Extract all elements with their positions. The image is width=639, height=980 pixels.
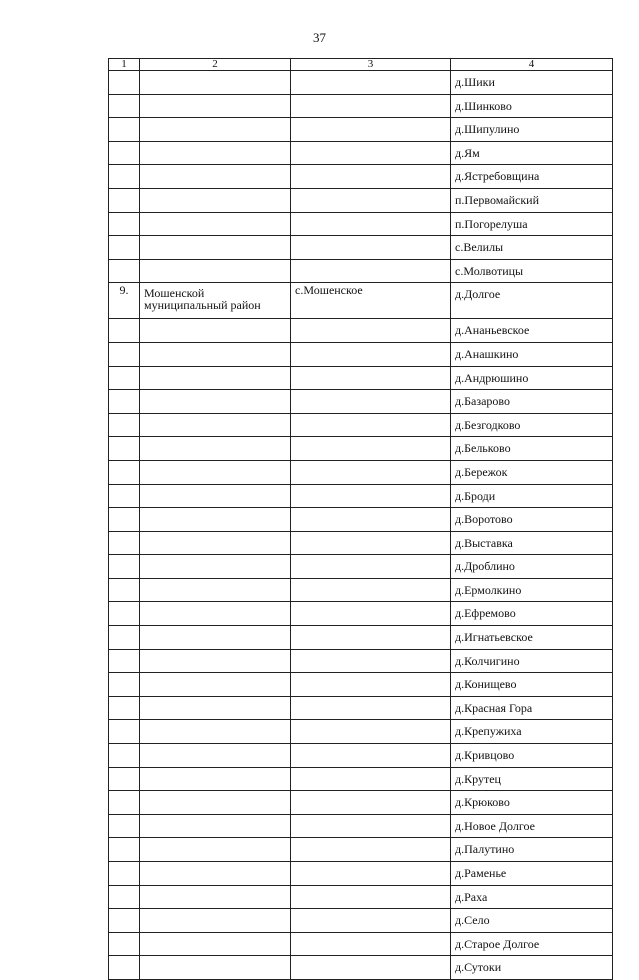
district-cell — [140, 413, 291, 437]
row-number-cell — [109, 909, 140, 933]
settlement-cell: п.Первомайский — [451, 188, 613, 212]
district-cell — [140, 814, 291, 838]
center-cell — [291, 626, 451, 650]
settlement-cell: п.Погорелуша — [451, 212, 613, 236]
district-cell — [140, 602, 291, 626]
district-cell — [140, 212, 291, 236]
center-cell — [291, 484, 451, 508]
settlement-cell: д.Шипулино — [451, 118, 613, 142]
center-cell — [291, 696, 451, 720]
table-row — [109, 71, 613, 95]
table-row — [109, 437, 613, 461]
district-cell — [140, 578, 291, 602]
district-cell — [140, 885, 291, 909]
center-cell — [291, 319, 451, 343]
settlement-cell: д.Бережок — [451, 460, 613, 484]
row-number-cell — [109, 791, 140, 815]
settlement-cell: д.Крутец — [451, 767, 613, 791]
row-number-cell — [109, 508, 140, 532]
row-number-cell — [109, 118, 140, 142]
table-row — [109, 413, 613, 437]
settlement-cell: д.Воротово — [451, 508, 613, 532]
district-cell — [140, 673, 291, 697]
row-number-cell — [109, 531, 140, 555]
settlement-cell: д.Раха — [451, 885, 613, 909]
row-number-cell — [109, 71, 140, 95]
table-row — [109, 673, 613, 697]
table-row — [109, 212, 613, 236]
district-cell — [140, 366, 291, 390]
center-cell — [291, 437, 451, 461]
row-number-cell — [109, 390, 140, 414]
district-cell — [140, 649, 291, 673]
row-number-cell — [109, 165, 140, 189]
table-row — [109, 94, 613, 118]
district-cell — [140, 862, 291, 886]
table-row — [109, 531, 613, 555]
center-cell: с.Мошенское — [291, 283, 451, 319]
settlement-cell: д.Андрюшино — [451, 366, 613, 390]
center-cell — [291, 909, 451, 933]
row-number-cell — [109, 649, 140, 673]
center-cell — [291, 366, 451, 390]
center-cell — [291, 165, 451, 189]
settlement-cell: д.Безгодково — [451, 413, 613, 437]
settlement-cell: д.Бельково — [451, 437, 613, 461]
table-row — [109, 390, 613, 414]
district-cell — [140, 342, 291, 366]
center-cell — [291, 236, 451, 260]
table-row — [109, 236, 613, 260]
district-cell — [140, 165, 291, 189]
table-row — [109, 165, 613, 189]
district-cell — [140, 484, 291, 508]
column-header-1: 1 — [109, 59, 140, 71]
table-row — [109, 626, 613, 650]
row-number-cell — [109, 94, 140, 118]
center-cell — [291, 838, 451, 862]
settlement-cell: с.Молвотицы — [451, 259, 613, 283]
center-cell — [291, 555, 451, 579]
row-number-cell — [109, 744, 140, 768]
row-number-cell — [109, 555, 140, 579]
settlement-cell: д.Крепужиха — [451, 720, 613, 744]
center-cell — [291, 508, 451, 532]
district-cell — [140, 437, 291, 461]
row-number-cell — [109, 673, 140, 697]
center-cell — [291, 649, 451, 673]
center-cell — [291, 932, 451, 956]
row-number-cell — [109, 696, 140, 720]
district-cell — [140, 188, 291, 212]
row-number-cell — [109, 626, 140, 650]
center-cell — [291, 460, 451, 484]
row-number-cell — [109, 767, 140, 791]
district-cell — [140, 259, 291, 283]
settlement-cell: д.Шинково — [451, 94, 613, 118]
center-cell — [291, 602, 451, 626]
district-cell — [140, 236, 291, 260]
row-number-cell — [109, 212, 140, 236]
table-row — [109, 508, 613, 532]
table-row — [109, 696, 613, 720]
settlement-cell: д.Долгое — [451, 283, 613, 319]
row-number-cell — [109, 236, 140, 260]
table-header-row — [109, 59, 613, 71]
table-row — [109, 484, 613, 508]
center-cell — [291, 118, 451, 142]
district-cell — [140, 720, 291, 744]
center-cell — [291, 413, 451, 437]
table-row — [109, 602, 613, 626]
column-header-3: 3 — [291, 59, 451, 71]
row-number-cell: 9. — [109, 283, 140, 319]
district-cell — [140, 838, 291, 862]
row-number-cell — [109, 602, 140, 626]
center-cell — [291, 342, 451, 366]
center-cell — [291, 259, 451, 283]
center-cell — [291, 94, 451, 118]
settlement-cell: д.Село — [451, 909, 613, 933]
center-cell — [291, 862, 451, 886]
table-row — [109, 283, 613, 319]
settlement-cell: д.Сутоки — [451, 956, 613, 980]
table-row — [109, 141, 613, 165]
row-number-cell — [109, 814, 140, 838]
column-header-2: 2 — [140, 59, 291, 71]
settlement-cell: д.Анашкино — [451, 342, 613, 366]
settlement-cell: с.Велилы — [451, 236, 613, 260]
settlement-cell: д.Дроблино — [451, 555, 613, 579]
settlement-cell: д.Ермолкино — [451, 578, 613, 602]
center-cell — [291, 814, 451, 838]
row-number-cell — [109, 460, 140, 484]
district-cell — [140, 94, 291, 118]
row-number-cell — [109, 366, 140, 390]
settlement-cell: д.Крюково — [451, 791, 613, 815]
table-row — [109, 767, 613, 791]
center-cell — [291, 71, 451, 95]
district-cell — [140, 118, 291, 142]
district-cell — [140, 767, 291, 791]
center-cell — [291, 791, 451, 815]
table-row — [109, 259, 613, 283]
district-cell — [140, 791, 291, 815]
table-row — [109, 460, 613, 484]
table-row — [109, 188, 613, 212]
table-row — [109, 649, 613, 673]
table-row — [109, 838, 613, 862]
table-row — [109, 862, 613, 886]
center-cell — [291, 956, 451, 980]
settlement-cell: д.Колчигино — [451, 649, 613, 673]
column-header-4: 4 — [451, 59, 613, 71]
table-row — [109, 791, 613, 815]
center-cell — [291, 531, 451, 555]
district-cell — [140, 460, 291, 484]
district-cell — [140, 956, 291, 980]
district-cell — [140, 390, 291, 414]
settlement-cell: д.Ям — [451, 141, 613, 165]
table-row — [109, 909, 613, 933]
table-row — [109, 366, 613, 390]
settlements-table — [108, 58, 613, 980]
row-number-cell — [109, 578, 140, 602]
row-number-cell — [109, 259, 140, 283]
row-number-cell — [109, 932, 140, 956]
center-cell — [291, 188, 451, 212]
district-cell — [140, 141, 291, 165]
settlement-cell: д.Палутино — [451, 838, 613, 862]
row-number-cell — [109, 413, 140, 437]
center-cell — [291, 673, 451, 697]
settlement-cell: д.Выставка — [451, 531, 613, 555]
row-number-cell — [109, 342, 140, 366]
table-row — [109, 932, 613, 956]
row-number-cell — [109, 862, 140, 886]
district-cell — [140, 531, 291, 555]
district-cell — [140, 932, 291, 956]
district-cell — [140, 508, 291, 532]
table-row — [109, 744, 613, 768]
table-row — [109, 814, 613, 838]
table-row — [109, 342, 613, 366]
settlement-cell: д.Игнатьевское — [451, 626, 613, 650]
row-number-cell — [109, 838, 140, 862]
settlement-cell: д.Красная Гора — [451, 696, 613, 720]
district-cell — [140, 319, 291, 343]
center-cell — [291, 212, 451, 236]
table-row — [109, 578, 613, 602]
row-number-cell — [109, 956, 140, 980]
center-cell — [291, 885, 451, 909]
row-number-cell — [109, 885, 140, 909]
district-cell — [140, 555, 291, 579]
settlement-cell: д.Ефремово — [451, 602, 613, 626]
center-cell — [291, 390, 451, 414]
settlement-cell: д.Броди — [451, 484, 613, 508]
center-cell — [291, 578, 451, 602]
table-row — [109, 555, 613, 579]
row-number-cell — [109, 319, 140, 343]
settlement-cell: д.Ястребовщина — [451, 165, 613, 189]
settlement-cell: д.Конищево — [451, 673, 613, 697]
table-row — [109, 956, 613, 980]
settlement-cell: д.Кривцово — [451, 744, 613, 768]
row-number-cell — [109, 141, 140, 165]
settlement-cell: д.Шики — [451, 71, 613, 95]
row-number-cell — [109, 484, 140, 508]
center-cell — [291, 141, 451, 165]
district-cell: Мошенской муниципальный район — [140, 283, 291, 319]
row-number-cell — [109, 720, 140, 744]
center-cell — [291, 744, 451, 768]
settlement-cell: д.Ананьевское — [451, 319, 613, 343]
center-cell — [291, 767, 451, 791]
district-cell — [140, 909, 291, 933]
district-cell — [140, 744, 291, 768]
table-row — [109, 118, 613, 142]
table-row — [109, 885, 613, 909]
district-cell — [140, 626, 291, 650]
settlement-cell: д.Новое Долгое — [451, 814, 613, 838]
row-number-cell — [109, 437, 140, 461]
district-cell — [140, 696, 291, 720]
row-number-cell — [109, 188, 140, 212]
settlement-cell: д.Старое Долгое — [451, 932, 613, 956]
table-row — [109, 720, 613, 744]
settlement-cell: д.Раменье — [451, 862, 613, 886]
district-cell — [140, 71, 291, 95]
table-row — [109, 319, 613, 343]
settlement-cell: д.Базарово — [451, 390, 613, 414]
center-cell — [291, 720, 451, 744]
page-number: 37 — [313, 30, 326, 45]
